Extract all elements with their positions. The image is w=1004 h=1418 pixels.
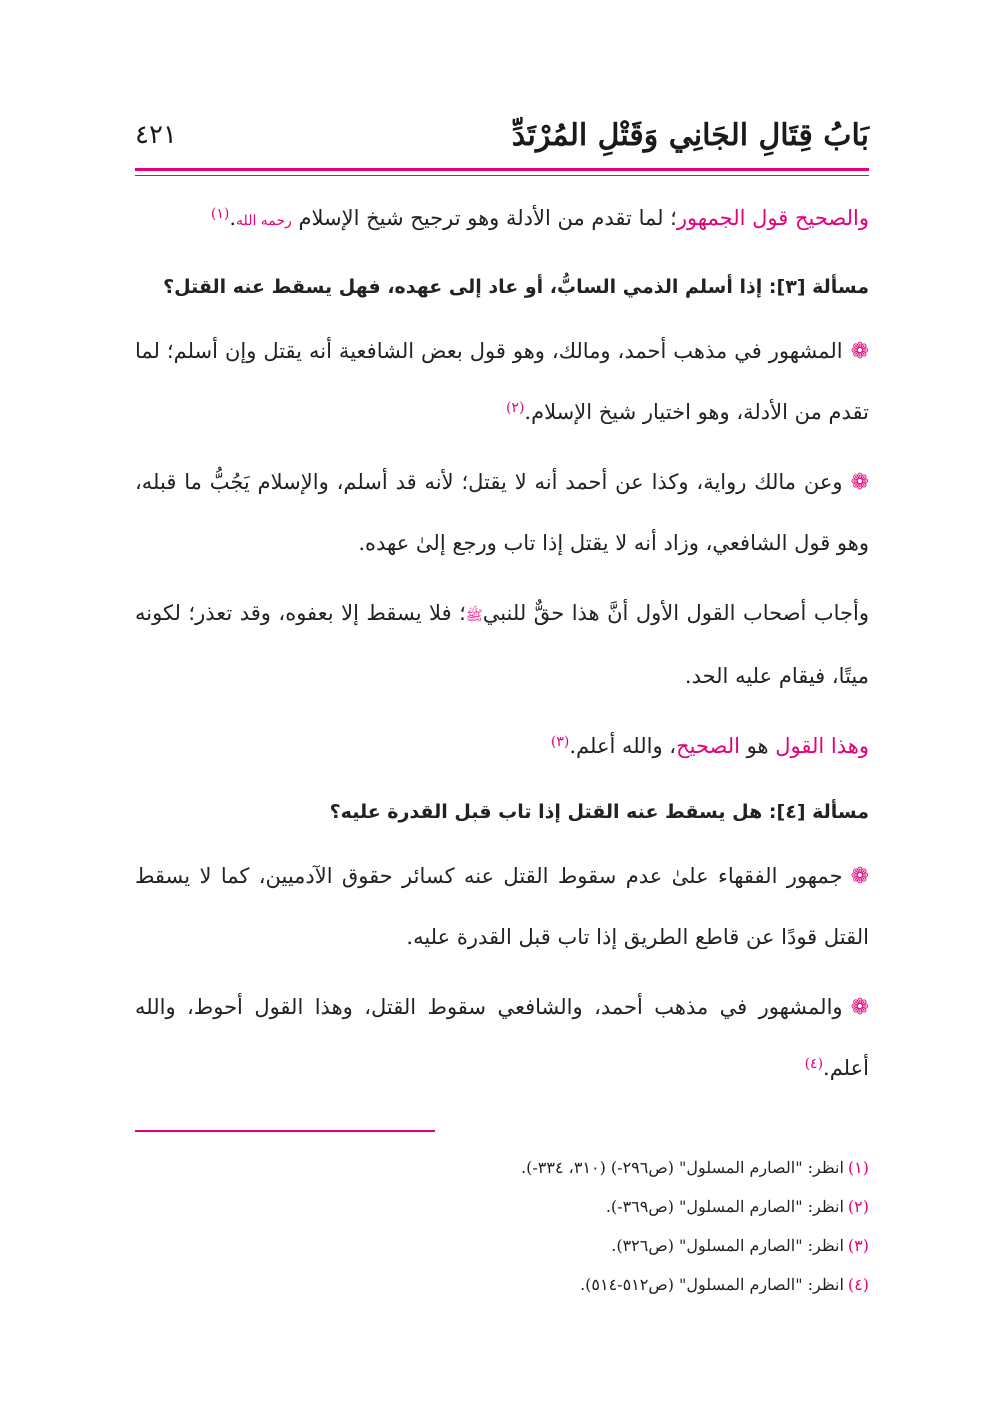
paragraph-opinion-2 (135, 452, 869, 573)
footnote-ref-1[interactable]: (١) (210, 206, 230, 222)
footnote-separator (135, 1130, 435, 1132)
paragraph-conclusion-1 (135, 188, 869, 251)
footnote-ref-3[interactable]: (٣) (550, 734, 570, 750)
header-rule-thick (135, 168, 869, 171)
paragraph-opinion-3 (135, 846, 869, 967)
main-text (135, 188, 869, 1098)
footnote-2 (135, 1187, 869, 1226)
footnote-number: (١) (847, 1158, 869, 1177)
page-header (135, 118, 869, 158)
flower-ornament-icon: ❁ (850, 995, 869, 1020)
highlight-phrase-2: الصحيح (676, 734, 740, 758)
paragraph-response (135, 583, 869, 706)
paragraph-text: والمشهور في مذهب أحمد، والشافعي سقوط القتل، وهذا القول أحوط، والله أعلم. (135, 995, 869, 1080)
paragraph-text: جمهور الفقهاء علىٰ عدم سقوط القتل عنه كسائر حقوق الآدميين، كما لا يسقط القتل قودًا عن قاطع الطريق إذا تاب قبل القدرة عليه. (135, 864, 869, 949)
blessing-glyph: ﷺ (465, 608, 483, 624)
footnote-number: (٣) (847, 1236, 869, 1255)
footnote-text: انظر: "الصارم المسلول" (ص٢٩٦-) (٣١٠، ٣٣٤-). (521, 1158, 844, 1177)
running-title: بَابُ قِتَالِ الجَانِي وَقَتْلِ المُرْتَدِّ (511, 118, 869, 153)
footnote-1 (135, 1148, 869, 1187)
footnote-4 (135, 1265, 869, 1304)
footnote-ref-4[interactable]: (٤) (804, 1056, 824, 1072)
footnotes (135, 1148, 869, 1304)
footnote-number: (٤) (847, 1275, 869, 1294)
question-text: إذا أسلم الذمي السابُّ، أو عاد إلى عهده، فهل يسقط عنه القتل؟ (163, 276, 763, 298)
paragraph-text: وعن مالك رواية، وكذا عن أحمد أنه لا يقتل؛ لأنه قد أسلم، والإسلام يَجُبُّ ما قبله، وهو قول الشافعي، وزاد أنه لا يقتل إذا تاب ورجع إلىٰ عهده. (135, 470, 869, 555)
footnote-number: (٢) (847, 1197, 869, 1216)
question-text: هل يسقط عنه القتل إذا تاب قبل القدرة عليه؟ (329, 801, 763, 823)
question-label: مسألة [٤]: (768, 801, 869, 823)
paragraph-text: هو (746, 734, 769, 758)
highlight-phrase: وهذا القول (775, 734, 869, 758)
question-heading-3 (135, 257, 869, 317)
page-number: ٤٢١ (135, 120, 177, 150)
highlight-phrase: والصحيح قول الجمهور (676, 206, 869, 230)
question-label: مسألة [٣]: (768, 276, 869, 298)
footnote-text: انظر: "الصارم المسلول" (ص٥١٢-٥١٤). (580, 1275, 844, 1294)
blessing-glyph: رحمه الله (236, 213, 292, 229)
footnote-text: انظر: "الصارم المسلول" (ص٣٢٦). (611, 1236, 844, 1255)
paragraph-opinion-4 (135, 977, 869, 1098)
question-heading-4 (135, 782, 869, 842)
paragraph-text-cont: ؛ فلا يسقط إلا بعفوه، وقد تعذر؛ لكونه ميتًا، فيقام عليه الحد. (135, 601, 869, 688)
paragraph-opinion-1 (135, 321, 869, 442)
paragraph-conclusion-2 (135, 716, 869, 776)
paragraph-text: وأجاب أصحاب القول الأول أنَّ هذا حقٌّ للنبي (482, 601, 869, 625)
footnote-ref-2[interactable]: (٢) (505, 400, 525, 416)
sentence-end: . (229, 206, 237, 230)
paragraph-text: ؛ لما تقدم من الأدلة وهو ترجيح شيخ الإسلام (298, 206, 677, 230)
footnote-text: انظر: "الصارم المسلول" (ص٣٦٩-). (605, 1197, 844, 1216)
flower-ornament-icon: ❁ (850, 470, 869, 495)
paragraph-text-end: ، والله أعلم. (569, 734, 677, 758)
paragraph-text: المشهور في مذهب أحمد، ومالك، وهو قول بعض الشافعية أنه يقتل وإن أسلم؛ لما تقدم من الأدلة، وهو اختيار شيخ الإسلام. (135, 339, 869, 424)
flower-ornament-icon: ❁ (850, 339, 869, 364)
footnote-3 (135, 1226, 869, 1265)
flower-ornament-icon: ❁ (850, 864, 869, 889)
header-rule-thin (135, 175, 869, 176)
